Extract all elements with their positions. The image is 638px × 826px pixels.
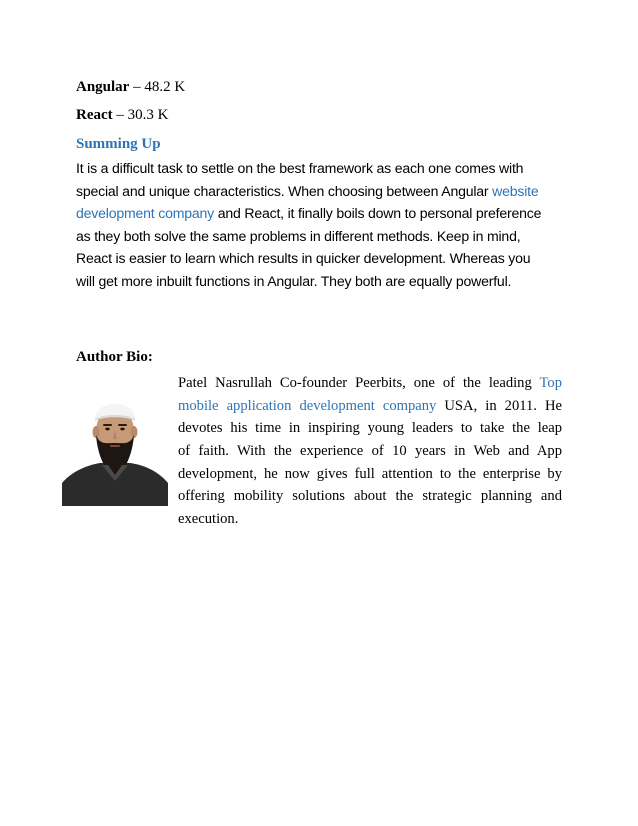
summary-line <box>76 180 566 203</box>
summary-line-text: React is easier to learn which results in quicker development. Whereas you <box>76 250 531 266</box>
summary-line <box>76 202 566 225</box>
author-bio-heading: Author Bio: <box>76 349 153 365</box>
author-portrait-icon <box>62 385 168 506</box>
author-bio-line-text: development, he now gives full attention to the enterprise by <box>178 465 562 482</box>
author-bio-text <box>178 372 562 531</box>
author-bio-line <box>178 372 562 395</box>
website-link[interactable]: website <box>492 182 539 199</box>
stat-react <box>76 105 169 125</box>
stat-angular-label: Angular <box>76 79 130 95</box>
development-company-link[interactable]: development company <box>76 205 215 221</box>
stat-react-separator: – <box>112 107 128 123</box>
summing-up-heading: Summing Up <box>76 136 161 152</box>
author-portrait <box>62 385 168 506</box>
author-bio-line-text: Patel Nasrullah Co-founder Peerbits, one of the leading <box>178 375 540 391</box>
mobile-app-company-link[interactable]: mobile application development company <box>178 397 437 414</box>
summary-line-text: It is a difficult task to settle on the best framework as each one comes with <box>76 160 524 176</box>
summary-line <box>76 225 566 248</box>
author-bio-line <box>178 440 562 463</box>
stat-angular-separator: – <box>129 79 145 95</box>
summary-line <box>76 270 566 293</box>
stat-react-value: 30.3 K <box>127 107 169 123</box>
author-bio-line-text: devotes his time in inspiring young leaders to take the leap <box>178 420 562 437</box>
summary-line-text: as they both solve the same problems in different methods. Keep in mind, <box>76 227 521 244</box>
top-link[interactable]: Top <box>539 375 562 391</box>
summary-line-text: and React, it finally boils down to personal preference <box>214 205 542 221</box>
stat-angular-value: 48.2 K <box>144 79 186 95</box>
author-bio-line-text: execution. <box>178 511 239 528</box>
stat-react-label: React <box>76 107 113 123</box>
stat-angular <box>76 77 185 97</box>
summary-line-text: will get more inbuilt functions in Angular. They both are equally powerful. <box>76 272 512 289</box>
author-bio-line <box>178 485 562 508</box>
author-bio-line-text: offering mobility solutions about the strategic planning and <box>178 488 562 505</box>
author-bio-line <box>178 417 562 440</box>
author-bio-line <box>178 395 562 418</box>
summary-paragraph <box>76 157 566 292</box>
summary-line <box>76 157 566 180</box>
summary-line-text: special and unique characteristics. When choosing between Angular <box>76 182 493 199</box>
author-bio-line-text: of faith. With the experience of 10 years in Web and App <box>178 443 562 460</box>
author-bio-line-text: USA, in 2011. He <box>436 397 563 414</box>
author-bio-line <box>178 508 562 531</box>
summary-line <box>76 247 566 270</box>
author-bio-line <box>178 463 562 486</box>
